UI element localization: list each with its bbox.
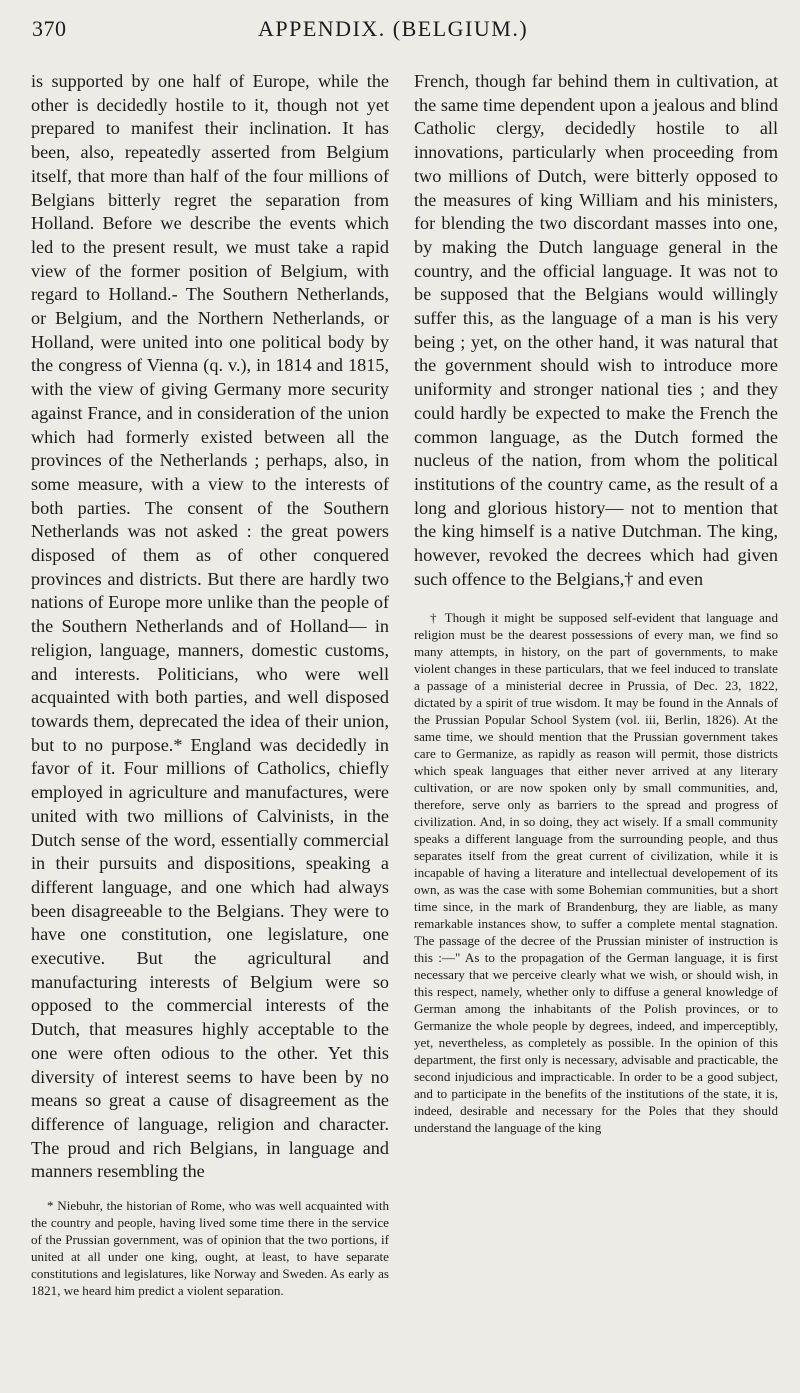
- right-column-body-text: French, though far behind them in cultivation, at the same time dependent upon a jealous and blind Catholic clergy, decidedly hostile to all innovations, particularly when proceeding from two millions of Dutch, were bitterly opposed to the measures of king William and his ministers, for blending the two discordant masses into one, by making the Dutch language general in the country, and the official language. It was not to be supposed that the Belgians would willingly suffer this, as the language of a man is his very being ; yet, on the other hand, it was natural that the government should wish to introduce more uniformity and stronger national ties ; and they could hardly be expected to make the French the common language, as the Dutch formed the nucleus of the nation, from whom the political institutions of the country came, as the result of a long and glorious history— not to mention that the king himself is a native Dutchman. The king, however, revoked the decrees which had given such offence to the Belgians,† and even: [414, 71, 778, 589]
- page-number: 370: [32, 16, 67, 41]
- right-column: [414, 70, 778, 1136]
- left-column-body-text: is supported by one half of Europe, while the other is decidedly hostile to it, though not yet prepared to manifest their inclination. It has been, also, repeatedly asserted from Belgium itself, that more than half of the four millions of Belgians bitterly regret the separation from Holland. Before we describe the events which led to the present result, we must take a rapid view of the former position of Belgium, with regard to Holland.- The Southern Netherlands, or Belgium, and the Northern Netherlands, or Holland, were united into one political body by the congress of Vienna (q. v.), in 1814 and 1815, with the view of giving Germany more security against France, and in consideration of the union which had formerly existed between all the provinces of the Netherlands ; perhaps, also, in some measure, with a view to the interests of both parties. The consent of the Southern Netherlands was not asked : the great powers disposed of them as of other conquered provinces and districts. But there are hardly two nations of Europe more unlike than the people of the Southern Netherlands and of Holland— in religion, language, manners, domestic customs, and interests. Politicians, who were well acquainted with both parties, and well disposed towards them, deprecated the idea of their union, but to no purpose.* England was decidedly in favor of it. Four millions of Catholics, chiefly employed in agriculture and manufactures, were united with two millions of Calvinists, in the Dutch sense of the word, essentially commercial in their pursuits and dispositions, speaking a different language, and one which had always been disagreeable to the Belgians. They were to have one constitution, one legislature, one executive. But the agricultural and manufacturing interests of Belgium were so opposed to the commercial interests of the Dutch, that measures highly acceptable to the one were often odious to the other. Yet this diversity of interest seems to have been by no means so great a cause of disagreement as the difference of language, religion and character. The proud and rich Belgians, in language and manners resembling the: [31, 71, 389, 1182]
- running-head: APPENDIX. (BELGIUM.): [258, 16, 529, 41]
- page-header: [32, 10, 772, 50]
- footnote-prussian-decree: † Though it might be supposed self-evident that language and religion must be the dearest possessions of every man, we find so many attempts, in history, on the part of governments, to make violent changes in these particulars, that we feel induced to translate a passage of a ministerial decree in Prussia, of Dec. 23, 1822, dictated by a spirit of true wisdom. It may be found in the Annals of the Prussian Popular School System (vol. iii, Berlin, 1826). At the same time, we should mention that the Prussian government takes care to Germanize, as rapidly as reason will permit, those districts which speak languages that either never arrived at any literary cultivation, or are now spoken only by small communities, and, therefore, serve only as barriers to the spread and progress of civilization. And, in so doing, they act wisely. If a small community speaks a different language from the surrounding people, and thus separates itself from the great current of civilization, while it is incapable of having a literature and intellectual developement of its own, as was the case with some Bohemian communities, but a short time since, in the mark of Brandenburg, they are liable, as many remarkable instances show, to suffer a complete mental stagnation. The passage of the decree of the Prussian minister of instruction is this :—" As to the propagation of the German language, it is first necessary that we perceive clearly what we wish, or should wish, in this respect, namely, whether only to diffuse a general knowledge of German among the inhabitants of the Polish provinces, or to Germanize the whole people by degrees, indeed, and imperceptibly, yet, nevertheless, as completely as possible. In the opinion of this department, the first only is necessary, advisable and practicable, the second injudicious and impracticable. In order to be a good subject, and to participate in the benefits of the institutions of the state, it is, indeed, desirable and necessary for the Poles that they should understand the language of the king: [414, 610, 778, 1136]
- left-column: [31, 70, 389, 1299]
- footnote-niebuhr: * Niebuhr, the historian of Rome, who was well acquainted with the country and people, having lived some time there in the service of the Prussian government, was of opinion that the two portions, if united at all under one king, ought, at least, to have separate constitutions and legislatures, like Norway and Sweden. As early as 1821, we heard him predict a violent separation.: [31, 1198, 389, 1299]
